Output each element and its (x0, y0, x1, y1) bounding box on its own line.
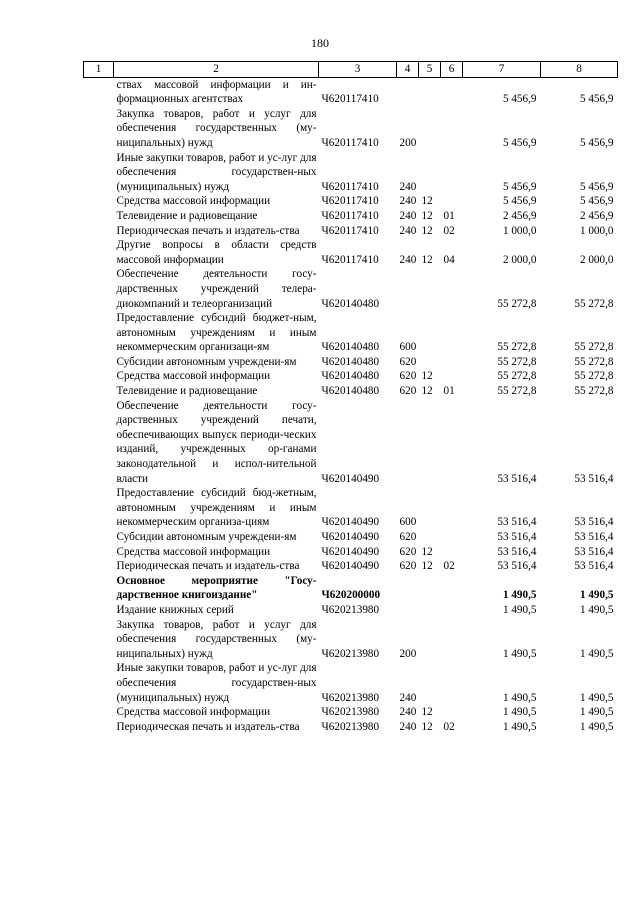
header-col-2: 2 (114, 62, 319, 78)
cell-item-name: Средства массовой информации (116, 195, 271, 208)
cell-target-article: Ч620140480 (321, 341, 380, 354)
cell-section (419, 661, 441, 705)
cell-amount-col8: 5 456,9 (579, 180, 614, 193)
column-number-header (84, 62, 618, 78)
cell-number (84, 238, 114, 267)
cell-amount-col7: 5 456,9 (502, 180, 537, 193)
cell-subsection: 02 (443, 720, 455, 733)
table-row (84, 355, 618, 370)
cell-target-article: Ч620117410 (321, 93, 379, 106)
cell-number (84, 311, 114, 355)
table-row (84, 369, 618, 384)
cell-section: 12 (421, 385, 433, 398)
cell-item-name: Обеспечение деятельности госу-дарственных учреждений телера-диокомпаний и телеорганизаций (116, 268, 317, 310)
cell-amount-col8: 1 490,5 (579, 720, 614, 733)
cell-target-article: Ч620213980 (321, 603, 380, 616)
cell-subsection (441, 369, 463, 384)
header-col-1: 1 (84, 62, 114, 78)
cell-amount-col8: 2 456,9 (579, 209, 614, 222)
table-row (84, 486, 618, 530)
cell-expense-type: 240 (399, 180, 417, 193)
cell-subsection (441, 399, 463, 487)
cell-item-name: Средства массовой информации (116, 706, 271, 719)
cell-subsection (441, 355, 463, 370)
cell-target-article: Ч620117410 (321, 180, 379, 193)
header-col-8: 8 (541, 62, 618, 78)
table-row (84, 209, 618, 224)
cell-section (419, 530, 441, 545)
cell-expense-type: 240 (399, 224, 417, 237)
table-row (84, 545, 618, 560)
cell-number (84, 486, 114, 530)
cell-item-name: Телевидение и радиовещание (116, 209, 258, 222)
cell-section (419, 107, 441, 151)
cell-item-name: Периодическая печать и издатель-ства (116, 560, 300, 573)
cell-target-article: Ч620117410 (321, 136, 379, 149)
cell-item-name: Периодическая печать и издатель-ства (116, 720, 300, 733)
cell-expense-type: 620 (399, 355, 417, 368)
cell-item-name: Предоставление субсидий бюджет-ным, автономным учреждениям и иным некоммерческим организаци-ям (116, 312, 317, 354)
cell-number (84, 384, 114, 399)
cell-expense-type: 240 (399, 720, 417, 733)
cell-subsection (441, 311, 463, 355)
cell-expense-type: 620 (399, 560, 417, 573)
cell-expense-type: 600 (399, 341, 417, 354)
cell-expense-type: 620 (399, 545, 417, 558)
table-row (84, 574, 618, 603)
cell-number (84, 151, 114, 195)
cell-amount-col7: 5 456,9 (502, 93, 537, 106)
cell-expense-type (397, 399, 419, 487)
budget-table (83, 61, 618, 734)
cell-number (84, 574, 114, 603)
cell-amount-col8: 55 272,8 (574, 355, 614, 368)
cell-amount-col7: 55 272,8 (497, 355, 537, 368)
cell-number (84, 545, 114, 560)
cell-subsection (441, 705, 463, 720)
cell-section (419, 355, 441, 370)
cell-expense-type (397, 267, 419, 311)
cell-target-article: Ч620213980 (321, 691, 380, 704)
cell-subsection (441, 603, 463, 618)
cell-item-name: Закупка товаров, работ и услуг для обеспечения государственных (му-ниципальных) нужд (116, 618, 317, 660)
cell-subsection: 04 (443, 253, 455, 266)
cell-number (84, 77, 114, 107)
table-row (84, 267, 618, 311)
cell-amount-col8: 1 490,5 (579, 647, 614, 660)
cell-section (419, 267, 441, 311)
cell-amount-col7: 1 490,5 (502, 589, 537, 602)
cell-subsection (441, 267, 463, 311)
cell-amount-col8: 53 516,4 (574, 560, 614, 573)
cell-item-name: Предоставление субсидий бюд-жетным, автономным учреждениям и иным некоммерческим организа-циям (116, 487, 317, 529)
cell-target-article: Ч620140480 (321, 297, 380, 310)
cell-target-article: Ч620140490 (321, 516, 380, 529)
cell-number (84, 107, 114, 151)
cell-section: 12 (421, 545, 433, 558)
cell-expense-type: 600 (399, 516, 417, 529)
cell-amount-col8: 55 272,8 (574, 370, 614, 383)
cell-amount-col7: 55 272,8 (497, 341, 537, 354)
table-row (84, 399, 618, 487)
cell-number (84, 559, 114, 574)
cell-amount-col8: 53 516,4 (574, 472, 614, 485)
cell-subsection (441, 574, 463, 603)
table-row (84, 77, 618, 107)
table-row (84, 238, 618, 267)
header-col-7: 7 (463, 62, 541, 78)
cell-amount-col8: 55 272,8 (574, 341, 614, 354)
cell-amount-col8: 5 456,9 (579, 195, 614, 208)
table-row (84, 618, 618, 662)
cell-amount-col7: 2 000,0 (502, 253, 537, 266)
cell-number (84, 369, 114, 384)
cell-target-article: Ч620140480 (321, 370, 380, 383)
cell-expense-type (397, 77, 419, 107)
table-row (84, 603, 618, 618)
cell-target-article: Ч620117410 (321, 224, 379, 237)
cell-amount-col8: 5 456,9 (579, 136, 614, 149)
cell-expense-type (397, 574, 419, 603)
table-row (84, 151, 618, 195)
cell-expense-type: 620 (399, 385, 417, 398)
cell-amount-col7: 5 456,9 (502, 136, 537, 149)
cell-section (419, 77, 441, 107)
cell-amount-col7: 1 490,5 (502, 706, 537, 719)
cell-target-article: Ч620140490 (321, 545, 380, 558)
header-col-3: 3 (319, 62, 397, 78)
cell-section (419, 574, 441, 603)
cell-subsection: 01 (443, 385, 455, 398)
cell-item-name: Субсидии автономным учреждени-ям (116, 355, 297, 368)
cell-item-name: Средства массовой информации (116, 545, 271, 558)
cell-amount-col8: 55 272,8 (574, 385, 614, 398)
cell-amount-col7: 1 490,5 (502, 691, 537, 704)
cell-amount-col8: 53 516,4 (574, 545, 614, 558)
cell-target-article: Ч620140490 (321, 531, 380, 543)
cell-amount-col7: 1 490,5 (502, 603, 537, 616)
table-row (84, 720, 618, 735)
cell-amount-col8: 1 490,5 (579, 706, 614, 719)
cell-expense-type: 240 (399, 209, 417, 222)
cell-amount-col7: 53 516,4 (497, 545, 537, 558)
cell-expense-type: 240 (399, 195, 417, 208)
cell-subsection (441, 618, 463, 662)
cell-expense-type (397, 603, 419, 618)
cell-amount-col8: 5 456,9 (579, 93, 614, 106)
cell-section: 12 (421, 560, 433, 573)
cell-expense-type: 240 (399, 706, 417, 719)
cell-section (419, 618, 441, 662)
cell-section: 12 (421, 706, 433, 719)
cell-item-name: Субсидии автономным учреждени-ям (116, 531, 297, 543)
cell-subsection (441, 151, 463, 195)
cell-amount-col7: 55 272,8 (497, 370, 537, 383)
cell-number (84, 267, 114, 311)
cell-item-name: Издание книжных серий (116, 603, 234, 616)
cell-item-name: Телевидение и радиовещание (116, 385, 258, 398)
cell-expense-type: 620 (399, 531, 417, 543)
cell-amount-col8: 1 000,0 (579, 224, 614, 237)
cell-number (84, 618, 114, 662)
cell-number (84, 355, 114, 370)
page-number: 180 (311, 36, 329, 50)
table-row (84, 384, 618, 399)
cell-number (84, 720, 114, 735)
cell-amount-col7: 55 272,8 (497, 297, 537, 310)
cell-subsection (441, 530, 463, 545)
cell-subsection (441, 77, 463, 107)
cell-amount-col8: 53 516,4 (574, 516, 614, 529)
table-row (84, 705, 618, 720)
cell-target-article: Ч620140480 (321, 385, 380, 398)
cell-section: 12 (421, 224, 433, 237)
cell-item-name: Обеспечение деятельности госу-дарственных учреждений печати, обеспечивающих выпуск периоди-ческих изданий, учрежденных ор-ганами законодательной и испол-нительной власти (116, 399, 317, 485)
cell-subsection (441, 545, 463, 560)
cell-item-name: Основное мероприятие "Госу-дарственное книгоиздание" (116, 574, 317, 602)
cell-expense-type: 200 (399, 136, 417, 149)
cell-amount-col7: 53 516,4 (497, 472, 537, 485)
cell-amount-col8: 1 490,5 (579, 589, 614, 602)
table-row (84, 559, 618, 574)
cell-expense-type: 240 (399, 253, 417, 266)
cell-subsection: 02 (443, 560, 455, 573)
cell-subsection (441, 661, 463, 705)
cell-amount-col7: 1 490,5 (502, 647, 537, 660)
cell-expense-type: 240 (399, 691, 417, 704)
cell-item-name: Иные закупки товаров, работ и ус-луг для обеспечения государствен-ных (муниципальных) нужд (116, 662, 317, 704)
cell-subsection (441, 486, 463, 530)
cell-section: 12 (421, 370, 433, 383)
cell-item-name: Другие вопросы в области средств массовой информации (116, 239, 317, 266)
cell-item-name: Иные закупки товаров, работ и ус-луг для обеспечения государствен-ных (муниципальных) нужд (116, 151, 317, 193)
header-col-6: 6 (441, 62, 463, 78)
table-row (84, 311, 618, 355)
cell-amount-col8: 55 272,8 (574, 297, 614, 310)
cell-expense-type: 620 (399, 370, 417, 383)
cell-target-article: Ч620117410 (321, 209, 379, 222)
cell-target-article: Ч620213980 (321, 647, 380, 660)
cell-target-article: Ч620200000 (321, 589, 381, 602)
cell-number (84, 194, 114, 209)
cell-number (84, 661, 114, 705)
cell-section (419, 486, 441, 530)
cell-amount-col7: 1 490,5 (502, 720, 537, 733)
cell-amount-col7: 55 272,8 (497, 385, 537, 398)
cell-amount-col8: 2 000,0 (579, 253, 614, 266)
cell-amount-col7: 1 000,0 (502, 224, 537, 237)
cell-target-article: Ч620140490 (321, 560, 380, 573)
cell-item-name: Закупка товаров, работ и услуг для обеспечения государственных (му-ниципальных) нужд (116, 107, 317, 149)
cell-number (84, 705, 114, 720)
cell-number (84, 399, 114, 487)
cell-expense-type: 200 (399, 647, 417, 660)
cell-amount-col8: 1 490,5 (579, 691, 614, 704)
cell-number (84, 224, 114, 239)
cell-target-article: Ч620117410 (321, 253, 379, 266)
cell-number (84, 603, 114, 618)
cell-target-article: Ч620213980 (321, 706, 380, 719)
table-row (84, 530, 618, 545)
cell-section (419, 151, 441, 195)
cell-section: 12 (421, 720, 433, 733)
cell-target-article: Ч620117410 (321, 195, 379, 208)
cell-subsection (441, 194, 463, 209)
cell-subsection (441, 107, 463, 151)
cell-subsection: 02 (443, 224, 455, 237)
cell-target-article: Ч620140480 (321, 355, 380, 368)
cell-number (84, 209, 114, 224)
header-col-4: 4 (397, 62, 419, 78)
cell-item-name: ствах массовой информации и ин-формационных агентствах (116, 78, 317, 106)
cell-amount-col8: 53 516,4 (574, 531, 614, 543)
cell-amount-col7: 53 516,4 (497, 560, 537, 573)
cell-subsection: 01 (443, 209, 455, 222)
cell-item-name: Периодическая печать и издатель-ства (116, 224, 300, 237)
cell-amount-col7: 53 516,4 (497, 531, 537, 543)
cell-section (419, 603, 441, 618)
table-row (84, 107, 618, 151)
cell-section (419, 399, 441, 487)
cell-item-name: Средства массовой информации (116, 370, 271, 383)
cell-section: 12 (421, 209, 433, 222)
cell-target-article: Ч620213980 (321, 720, 380, 733)
cell-section: 12 (421, 253, 433, 266)
header-col-5: 5 (419, 62, 441, 78)
cell-amount-col7: 2 456,9 (502, 209, 537, 222)
table-row (84, 224, 618, 239)
cell-target-article: Ч620140490 (321, 472, 380, 485)
table-row (84, 194, 618, 209)
cell-section (419, 311, 441, 355)
cell-amount-col7: 5 456,9 (502, 195, 537, 208)
cell-amount-col8: 1 490,5 (579, 603, 614, 616)
table-body (84, 77, 618, 734)
cell-section: 12 (421, 195, 433, 208)
cell-amount-col7: 53 516,4 (497, 516, 537, 529)
table-row (84, 661, 618, 705)
cell-number (84, 530, 114, 545)
